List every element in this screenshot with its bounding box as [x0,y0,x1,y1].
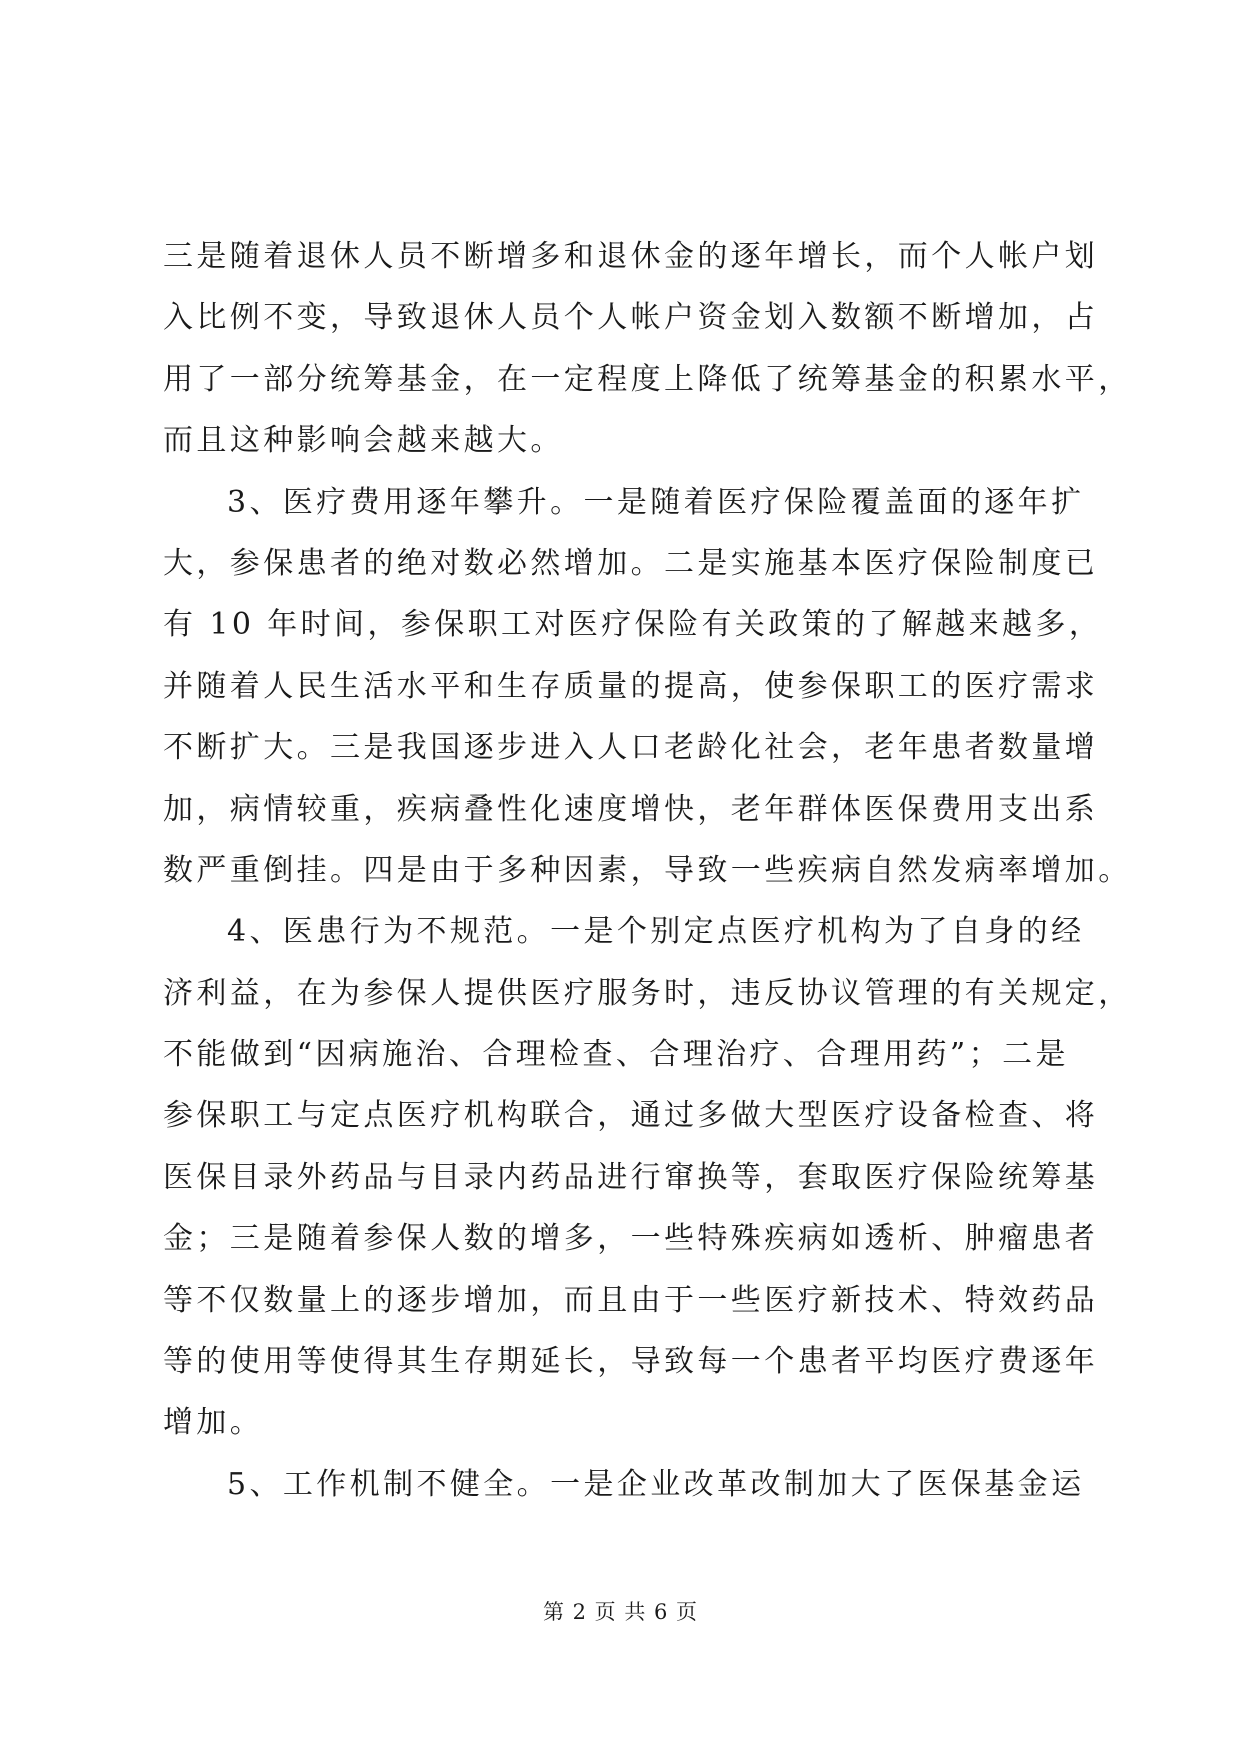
paragraph-start-line: 5、工作机制不健全。一是企业改革改制加大了医保基金运 [227,1466,1085,1502]
page-number-footer: 第 2 页 共 6 页 [542,1600,699,1624]
text-line: 医保目录外药品与目录内药品进行窜换等，套取医疗保险统筹基 [163,1159,1099,1195]
text-line: 不断扩大。三是我国逐步进入人口老龄化社会，老年患者数量增 [163,730,1099,766]
paragraph-start-line: 3、医疗费用逐年攀升。一是随着医疗保险覆盖面的逐年扩 [227,484,1085,520]
text-line: 参保职工与定点医疗机构联合，通过多做大型医疗设备检查、将 [163,1098,1099,1134]
text-line: 而且这种影响会越来越大。 [163,423,564,459]
text-line: 不能做到“因病施治、合理检查、合理治疗、合理用药”；二是 [163,1037,1069,1073]
text-line: 大，参保患者的绝对数必然增加。二是实施基本医疗保险制度已 [163,545,1099,581]
body-text [163,226,1132,1515]
text-line: 济利益，在为参保人提供医疗服务时，违反协议管理的有关规定， [163,975,1132,1011]
paragraph-start-line: 4、医患行为不规范。一是个别定点医疗机构为了自身的经 [227,914,1085,950]
text-line: 等不仅数量上的逐步增加，而且由于一些医疗新技术、特效药品 [163,1282,1099,1318]
text-line: 有 10 年时间，参保职工对医疗保险有关政策的了解越来越多， [163,607,1103,643]
text-line: 三是随着退休人员不断增多和退休金的逐年增长，而个人帐户划 [163,239,1099,274]
text-line: 增加。 [163,1405,264,1441]
text-line: 入比例不变，导致退休人员个人帐户资金划入数额不断增加，占 [163,300,1099,336]
text-line: 金；三是随着参保人数的增多，一些特殊疾病如透析、肿瘤患者 [163,1221,1099,1257]
text-line: 用了一部分统筹基金，在一定程度上降低了统筹基金的积累水平， [163,361,1132,397]
text-line: 加，病情较重，疾病叠性化速度增快，老年群体医保费用支出系 [163,791,1099,827]
text-line: 并随着人民生活水平和生存质量的提高，使参保职工的医疗需求 [163,668,1099,704]
text-line: 等的使用等使得其生存期延长，导致每一个患者平均医疗费逐年 [163,1344,1099,1380]
text-line: 数严重倒挂。四是由于多种因素，导致一些疾病自然发病率增加。 [163,852,1132,888]
